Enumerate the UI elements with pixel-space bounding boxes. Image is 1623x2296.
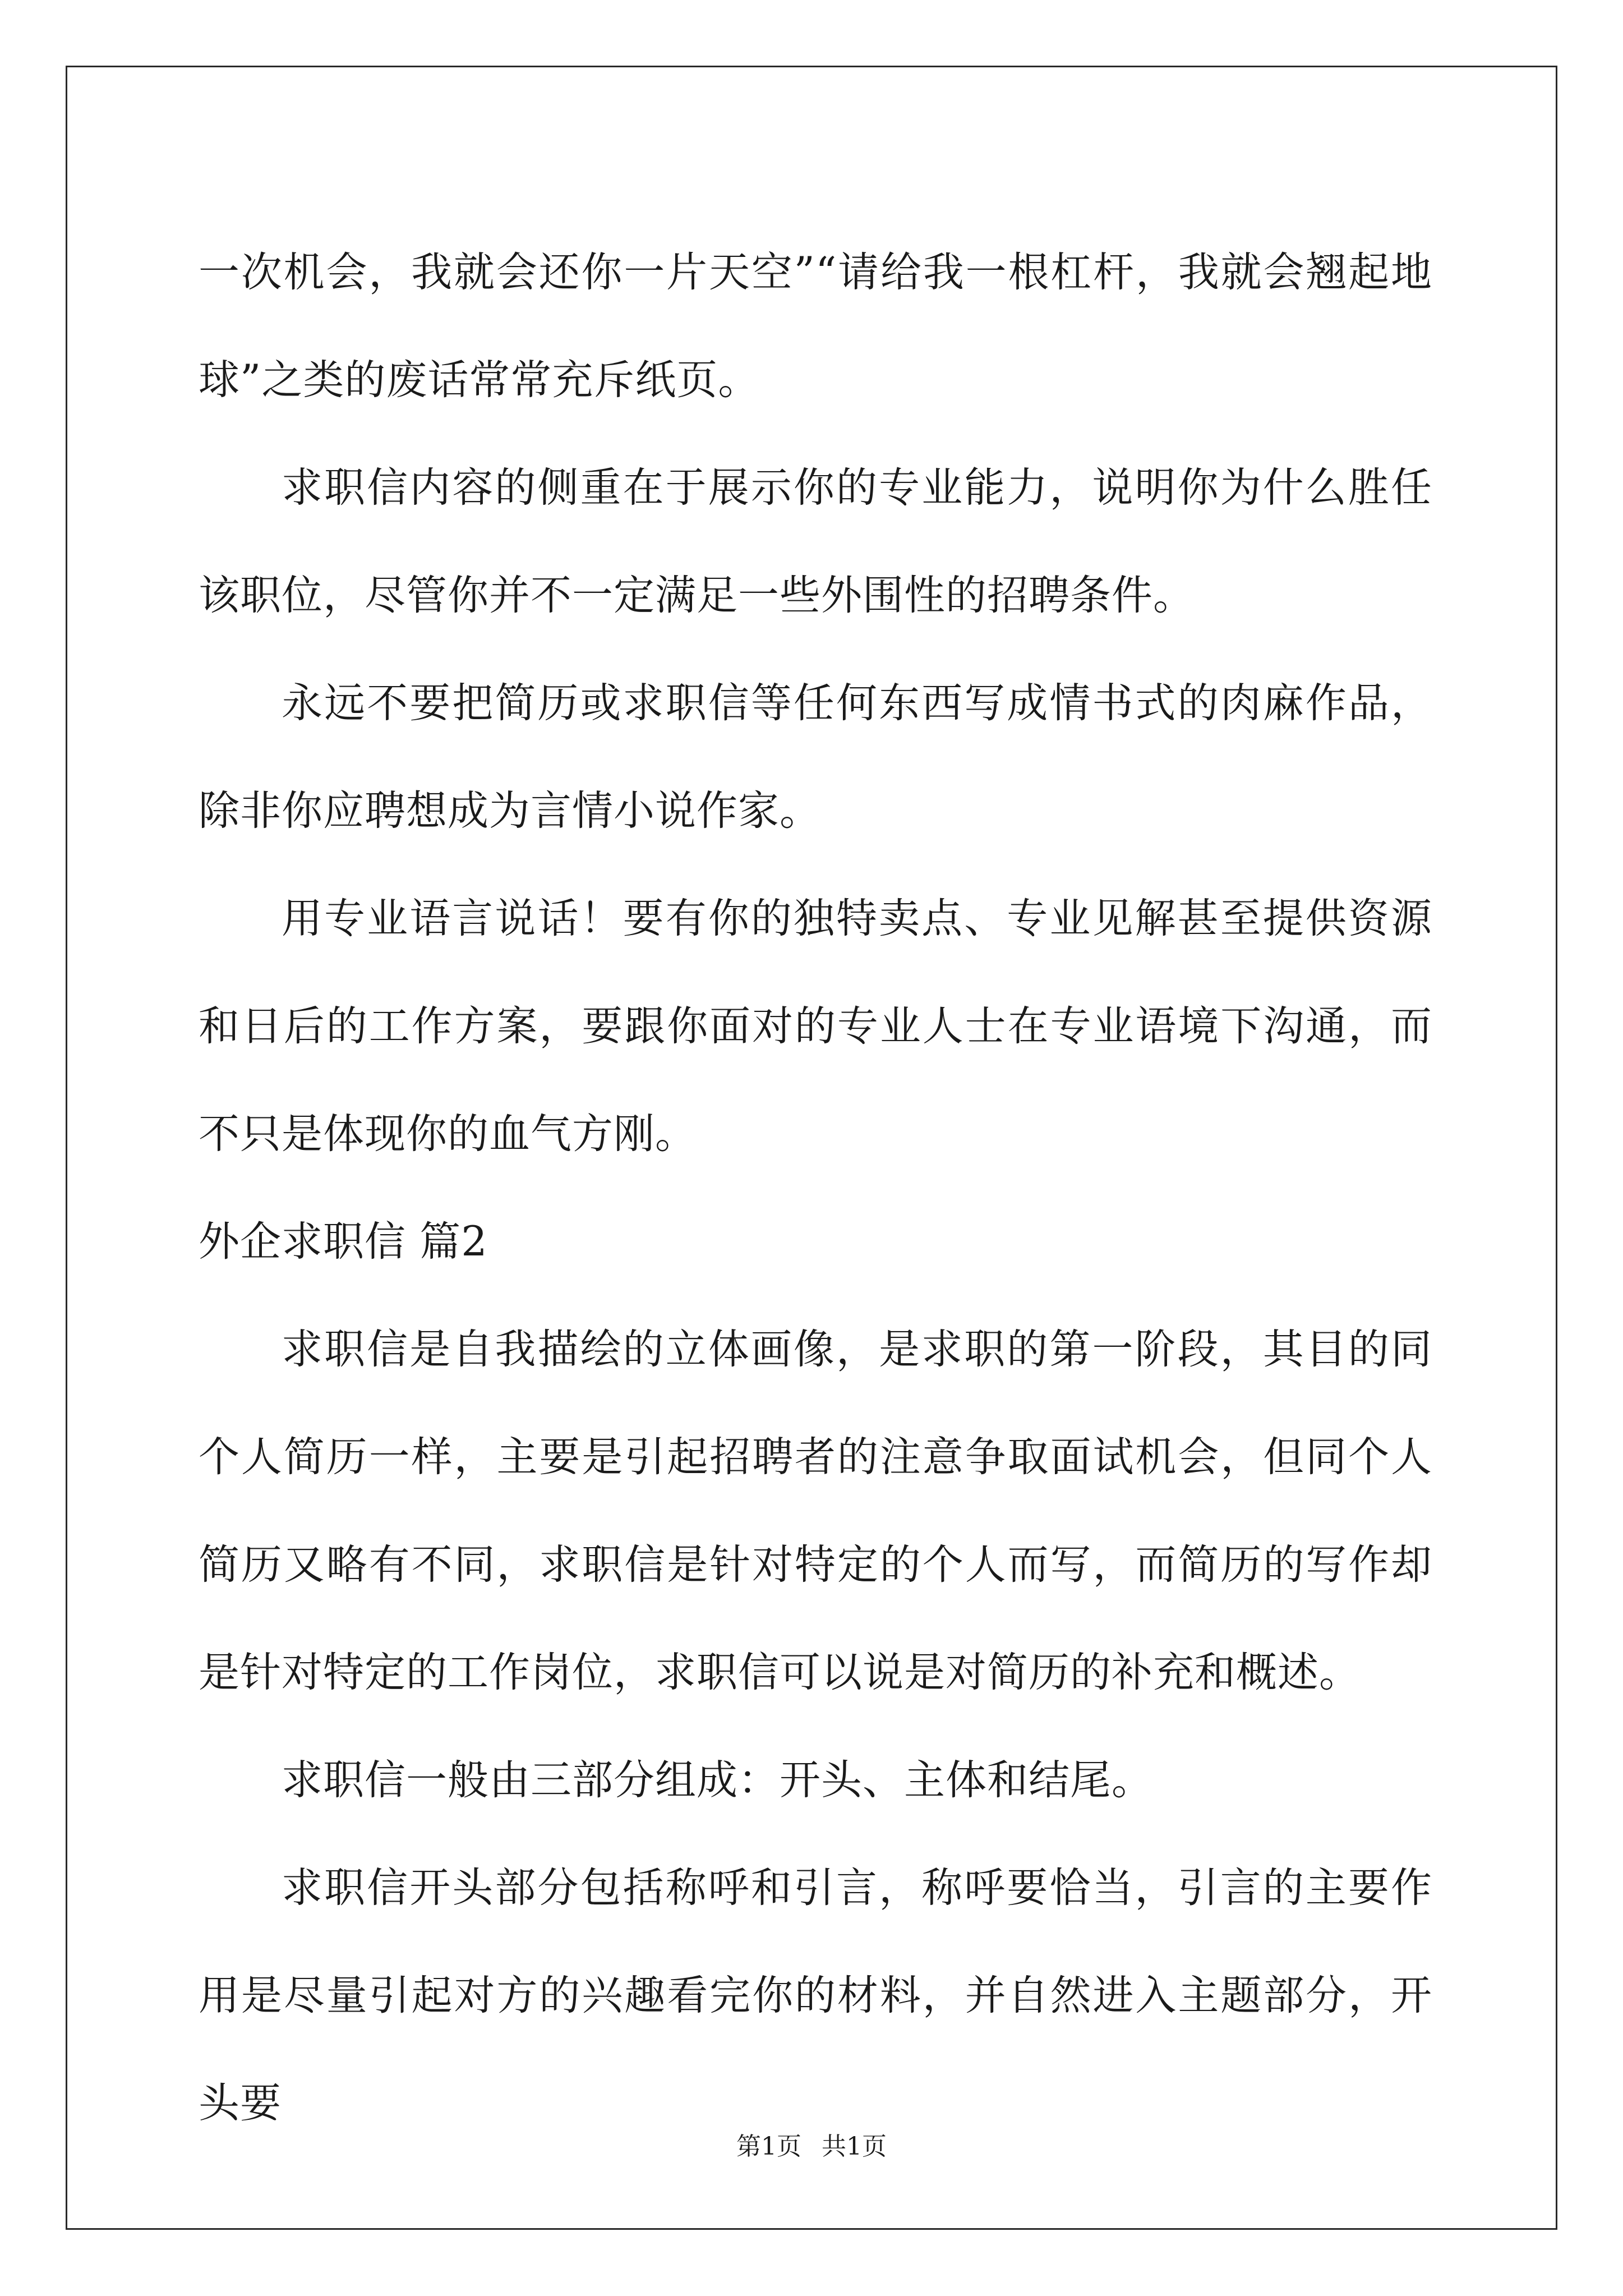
page-number: 第1页 (736, 2132, 801, 2161)
paragraph-3: 永远不要把简历或求职信等任何东西写成情书式的肉麻作品，除非你应聘想成为言情小说作家。 (199, 679, 1432, 835)
section-heading: 外企求职信 篇2 (199, 1218, 488, 1266)
paragraph-2: 求职信内容的侧重在于展示你的专业能力，说明你为什么胜任该职位，尽管你并不一定满足一些外围性的招聘条件。 (199, 464, 1432, 619)
paragraph-7: 求职信开头部分包括称呼和引言，称呼要恰当，引言的主要作用是尽量引起对方的兴趣看完你的材料，并自然进入主题部分，开头要 (199, 1864, 1432, 2127)
page-footer (0, 2126, 1623, 2162)
paragraph-4: 用专业语言说话！要有你的独特卖点、专业见解甚至提供资源和日后的工作方案，要跟你面对的专业人士在专业语境下沟通，而不只是体现你的血气方刚。 (199, 895, 1432, 1158)
page-total: 共1页 (822, 2132, 887, 2161)
paragraph-6: 求职信一般由三部分组成：开头、主体和结尾。 (282, 1756, 1153, 1804)
document-body (199, 219, 1432, 2157)
paragraph-1: 一次机会，我就会还你一片天空”“请给我一根杠杆，我就会翘起地球”之类的废话常常充斥纸页。 (199, 249, 1432, 404)
paragraph-5: 求职信是自我描绘的立体画像，是求职的第一阶段，其目的同个人简历一样，主要是引起招聘者的注意争取面试机会，但同个人简历又略有不同，求职信是针对特定的个人而写，而简历的写作却是针对特定的工作岗位，求职信可以说是对简历的补充和概述。 (199, 1326, 1432, 1696)
